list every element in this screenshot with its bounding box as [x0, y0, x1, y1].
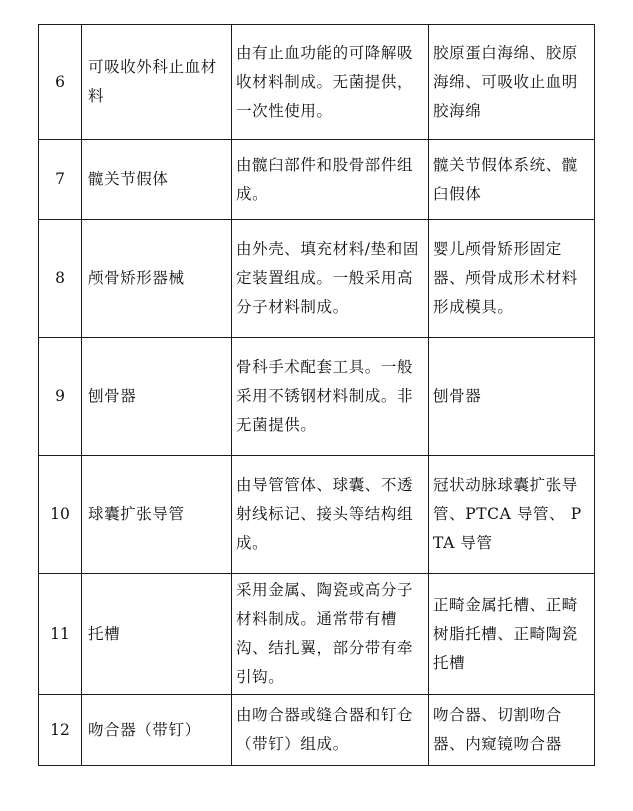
- row-number: 9: [39, 338, 82, 456]
- device-classification-table: [38, 24, 595, 766]
- product-examples: 髋关节假体系统、髋臼假体: [429, 140, 595, 220]
- product-name: 吻合器（带钉）: [82, 695, 232, 766]
- product-name: 球囊扩张导管: [82, 456, 232, 574]
- product-examples: 正畸金属托槽、正畸树脂托槽、正畸陶瓷托槽: [429, 574, 595, 695]
- product-description: 由髋臼部件和股骨部件组成。: [232, 140, 429, 220]
- row-number: 7: [39, 140, 82, 220]
- table-row: [39, 25, 595, 140]
- product-description: 骨科手术配套工具。一般采用不锈钢材料制成。非无菌提供。: [232, 338, 429, 456]
- table-row: [39, 140, 595, 220]
- product-description: 由外壳、填充材料/垫和固定装置组成。一般采用高分子材料制成。: [232, 220, 429, 338]
- table-row: [39, 695, 595, 766]
- table-row: [39, 574, 595, 695]
- product-description: 由有止血功能的可降解吸收材料制成。无菌提供，一次性使用。: [232, 25, 429, 140]
- product-name: 髋关节假体: [82, 140, 232, 220]
- device-classification-table-wrapper: [38, 24, 594, 766]
- row-number: 6: [39, 25, 82, 140]
- row-number: 11: [39, 574, 82, 695]
- product-name: 颅骨矫形器械: [82, 220, 232, 338]
- product-name: 托槽: [82, 574, 232, 695]
- product-examples: 胶原蛋白海绵、胶原海绵、可吸收止血明胶海绵: [429, 25, 595, 140]
- row-number: 8: [39, 220, 82, 338]
- table-row: [39, 456, 595, 574]
- row-number: 12: [39, 695, 82, 766]
- product-description: 采用金属、陶瓷或高分子材料制成。通常带有槽沟、结扎翼，部分带有牵引钩。: [232, 574, 429, 695]
- table-row: [39, 338, 595, 456]
- product-description: 由吻合器或缝合器和钉仓（带钉）组成。: [232, 695, 429, 766]
- product-description: 由导管管体、球囊、不透射线标记、接头等结构组成。: [232, 456, 429, 574]
- product-examples: 刨骨器: [429, 338, 595, 456]
- product-examples: 婴儿颅骨矫形固定器、颅骨成形术材料形成模具。: [429, 220, 595, 338]
- row-number: 10: [39, 456, 82, 574]
- product-examples: 冠状动脉球囊扩张导管、PTCA 导管、 PTA 导管: [429, 456, 595, 574]
- product-examples: 吻合器、切割吻合器、内窥镜吻合器: [429, 695, 595, 766]
- product-name: 刨骨器: [82, 338, 232, 456]
- table-row: [39, 220, 595, 338]
- product-name: 可吸收外科止血材料: [82, 25, 232, 140]
